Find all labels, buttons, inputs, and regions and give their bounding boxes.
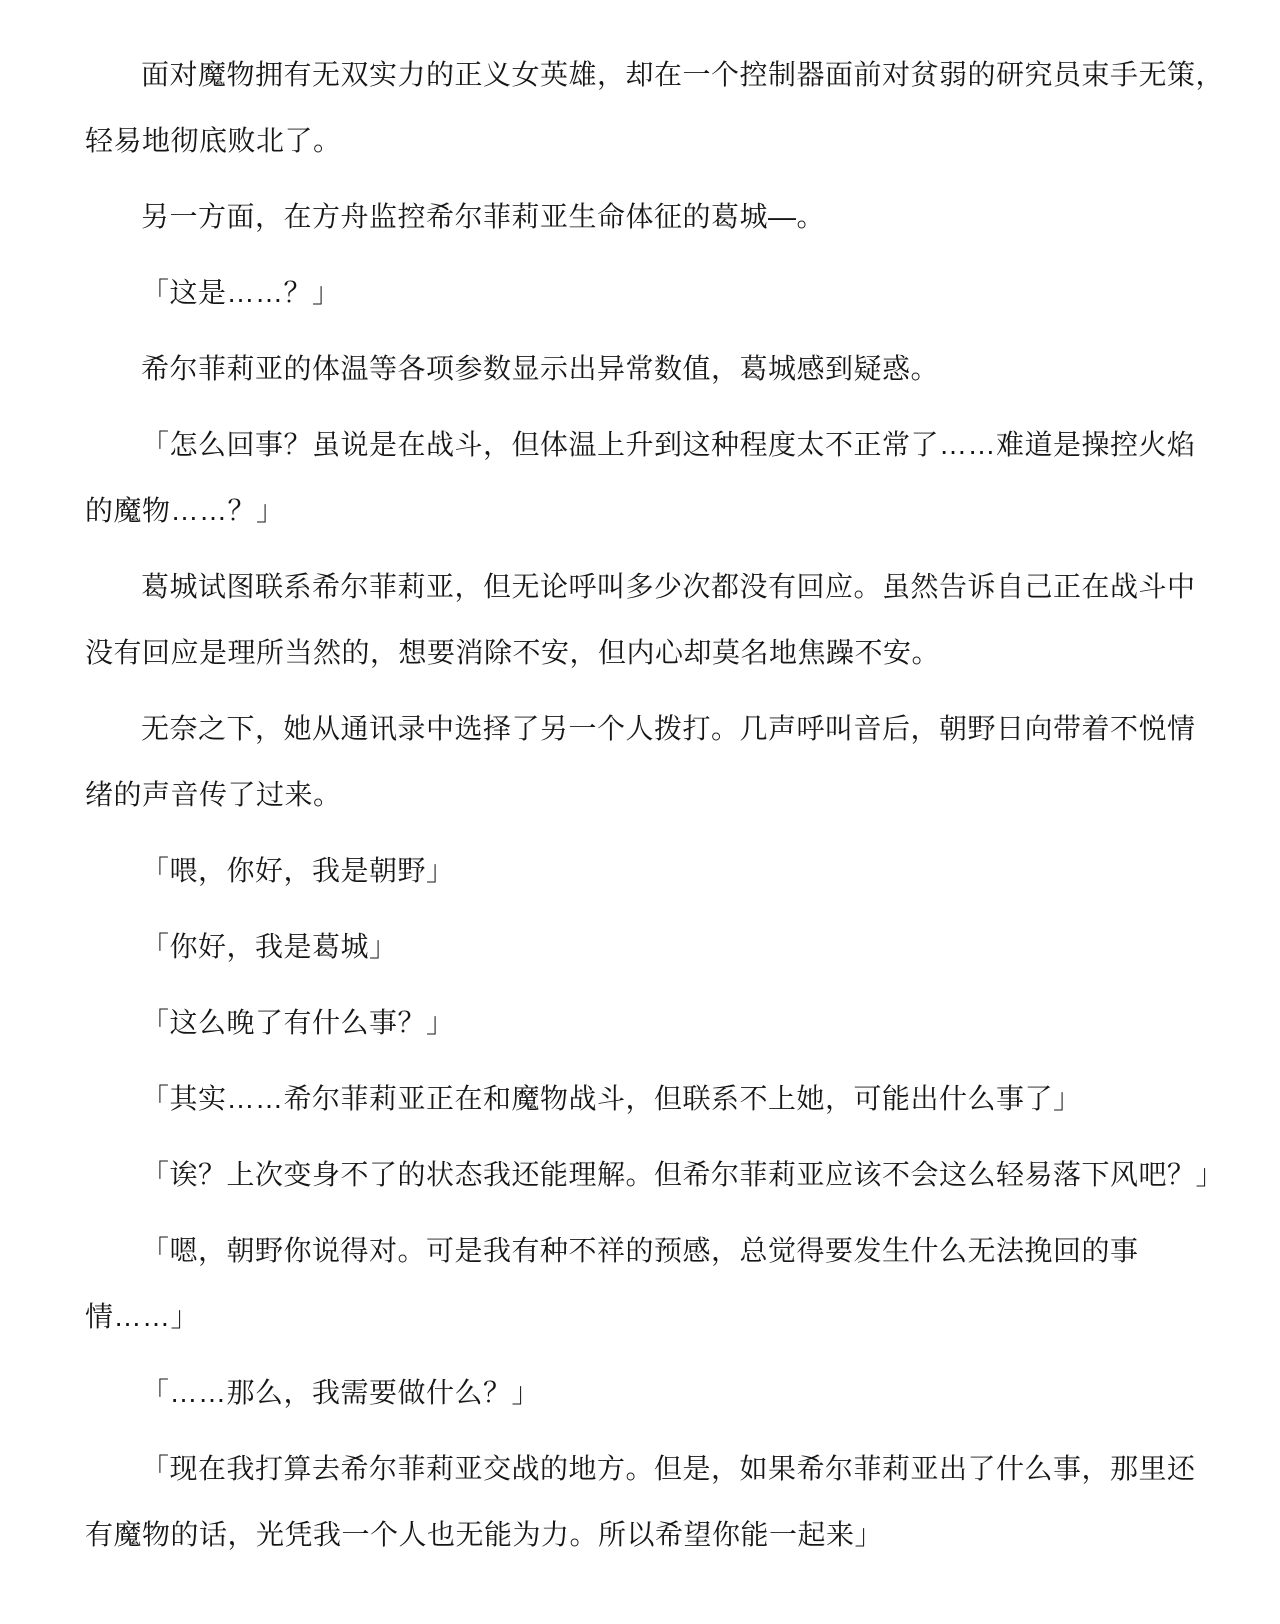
- text-line: 「你好，我是葛城」: [141, 931, 398, 962]
- text-line: 「怎么回事？虽说是在战斗，但体温上升到这种程度太不正常了……难道是操控火焰: [141, 429, 1196, 460]
- text-line: 没有回应是理所当然的，想要消除不安，但内心却莫名地焦躁不安。: [85, 637, 941, 668]
- text-line: 的魔物……？」: [85, 495, 285, 526]
- text-line: 轻易地彻底败北了。: [85, 125, 342, 156]
- text-line: 「诶？上次变身不了的状态我还能理解。但希尔菲莉亚应该不会这么轻易落下风吧？」: [141, 1159, 1225, 1190]
- text-line: 「这么晚了有什么事？」: [141, 1007, 455, 1038]
- text-line: 无奈之下，她从通讯录中选择了另一个人拨打。几声呼叫音后，朝野日向带着不悦情: [141, 713, 1196, 744]
- text-line: 希尔菲莉亚的体温等各项参数显示出异常数值，葛城感到疑惑。: [141, 353, 940, 384]
- text-line: 葛城试图联系希尔菲莉亚，但无论呼叫多少次都没有回应。虽然告诉自己正在战斗中: [141, 571, 1196, 602]
- text-line: 情……」: [85, 1301, 200, 1332]
- paragraph: [85, 914, 1208, 980]
- paragraph: [85, 1066, 1208, 1132]
- paragraph: [85, 260, 1208, 326]
- text-line: 「喂，你好，我是朝野」: [141, 855, 455, 886]
- paragraph: [85, 412, 1208, 544]
- paragraph: [85, 554, 1208, 686]
- paragraph: [85, 184, 1208, 250]
- paragraph: [85, 336, 1208, 402]
- text-line: 「这是……？」: [141, 277, 341, 308]
- text-line: 绪的声音传了过来。: [85, 779, 342, 810]
- paragraph: [85, 1142, 1225, 1208]
- paragraph: [85, 1436, 1208, 1568]
- text-line: 「现在我打算去希尔菲莉亚交战的地方。但是，如果希尔菲莉亚出了什么事，那里还: [141, 1453, 1196, 1484]
- text-line: 面对魔物拥有无双实力的正义女英雄，却在一个控制器面前对贫弱的研究员束手无策，: [141, 59, 1225, 90]
- paragraph: [85, 1218, 1208, 1350]
- text-line: 「嗯，朝野你说得对。可是我有种不祥的预感，总觉得要发生什么无法挽回的事: [141, 1235, 1139, 1266]
- text-line: 「其实……希尔菲莉亚正在和魔物战斗，但联系不上她，可能出什么事了」: [141, 1083, 1082, 1114]
- paragraph: [85, 696, 1208, 828]
- paragraph: [85, 838, 1208, 904]
- paragraph: [85, 990, 1208, 1056]
- paragraph: [85, 1360, 1208, 1426]
- text-line: 有魔物的话，光凭我一个人也无能为力。所以希望你能一起来」: [85, 1519, 884, 1550]
- text-line: 另一方面，在方舟监控希尔菲莉亚生命体征的葛城—。: [141, 201, 826, 232]
- text-line: 「……那么，我需要做什么？」: [141, 1377, 541, 1408]
- paragraph: [85, 42, 1225, 174]
